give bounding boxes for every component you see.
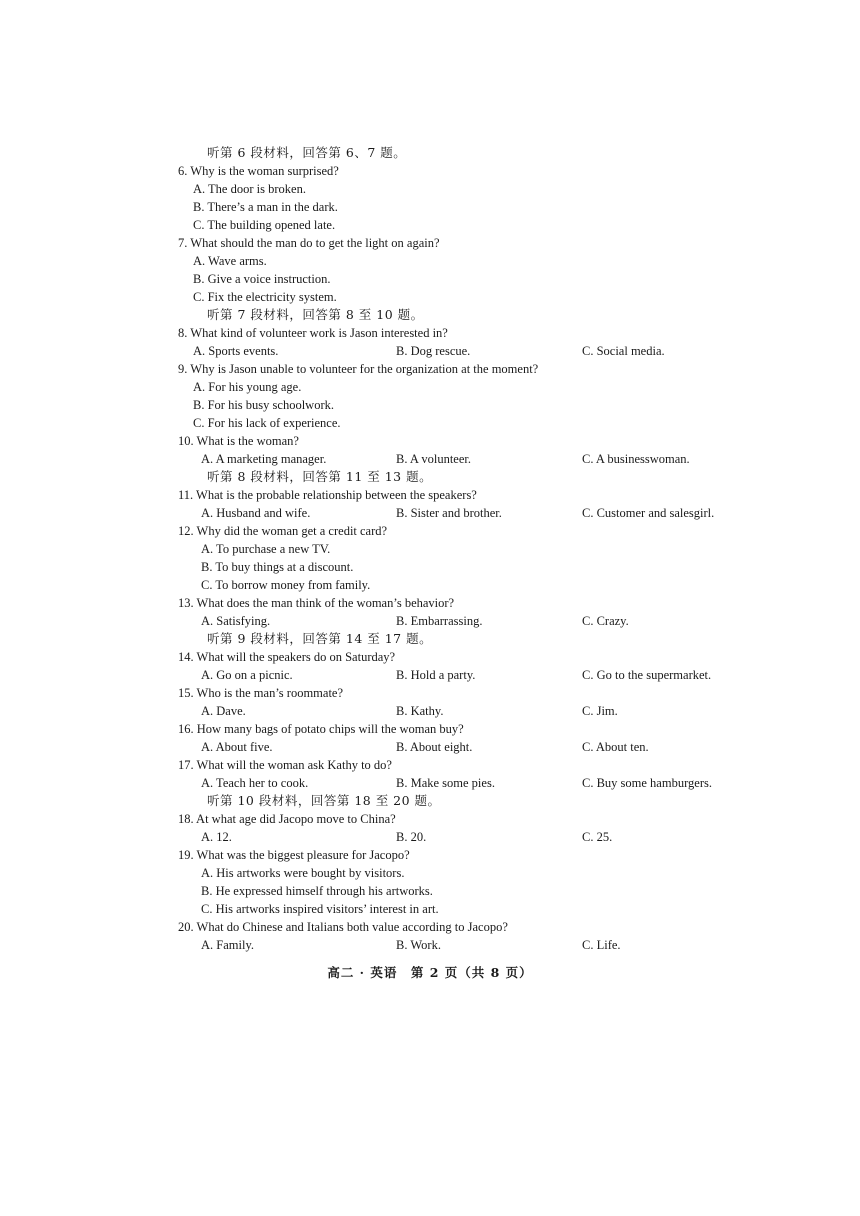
option-c: C. Go to the supermarket. [582,668,712,682]
option-b: B. Give a voice instruction. [193,272,331,286]
option-c: C. Customer and salesgirl. [582,506,715,520]
option-b: B. There’s a man in the dark. [193,200,338,214]
question-stem: 16. How many bags of potato chips will the woman buy? [178,722,464,736]
option-c: C. Jim. [582,704,618,718]
option-a: A. Wave arms. [193,254,267,268]
question-stem: 10. What is the woman? [178,434,299,448]
option-b: B. Hold a party. [396,668,476,682]
question-stem: 18. At what age did Jacopo move to China? [178,812,396,826]
question-stem: 20. What do Chinese and Italians both value according to Jacopo? [178,920,508,934]
question-stem: 13. What does the man think of the woman’s behavior? [178,596,455,610]
option-a: A. 12. [201,830,232,844]
question-stem: 12. Why did the woman get a credit card? [178,524,388,538]
option-c: C. For his lack of experience. [193,416,341,430]
option-c: C. Buy some hamburgers. [582,776,712,790]
option-c: C. Fix the electricity system. [193,290,337,304]
option-b: B. Embarrassing. [396,614,483,628]
question-stem: 9. Why is Jason unable to volunteer for the organization at the moment? [178,362,539,376]
option-a: A. To purchase a new TV. [201,542,331,556]
option-b: B. A volunteer. [396,452,471,466]
option-b: B. To buy things at a discount. [201,560,354,574]
option-b: B. Work. [396,938,441,952]
option-a: A. His artworks were bought by visitors. [201,866,405,880]
option-c: C. To borrow money from family. [201,578,371,592]
section-heading: 听第 9 段材料，回答第 14 至 17 题。 [207,631,433,646]
option-b: B. Dog rescue. [396,344,471,358]
option-b: B. 20. [396,830,427,844]
option-c: C. Social media. [582,344,665,358]
option-a: A. For his young age. [193,380,302,394]
option-a: A. Husband and wife. [201,506,311,520]
section-heading: 听第 8 段材料，回答第 11 至 13 题。 [207,469,433,484]
option-a: A. Teach her to cook. [201,776,309,790]
option-a: A. Family. [201,938,255,952]
question-stem: 11. What is the probable relationship between the speakers? [178,488,477,502]
option-b: B. For his busy schoolwork. [193,398,334,412]
option-a: A. Satisfying. [201,614,271,628]
option-b: B. He expressed himself through his artworks. [201,884,433,898]
option-c: C. 25. [582,830,613,844]
question-stem: 6. Why is the woman surprised? [178,164,339,178]
section-heading: 听第 6 段材料，回答第 6、7 题。 [207,145,407,160]
option-a: A. About five. [201,740,273,754]
option-a: A. A marketing manager. [201,452,327,466]
question-stem: 19. What was the biggest pleasure for Jacopo? [178,848,410,862]
option-b: B. Sister and brother. [396,506,502,520]
option-b: B. Kathy. [396,704,444,718]
option-b: B. Make some pies. [396,776,495,790]
option-c: C. About ten. [582,740,649,754]
question-stem: 14. What will the speakers do on Saturday? [178,650,396,664]
option-a: A. The door is broken. [193,182,306,196]
question-stem: 8. What kind of volunteer work is Jason interested in? [178,326,448,340]
option-c: C. Crazy. [582,614,629,628]
option-a: A. Go on a picnic. [201,668,293,682]
section-heading: 听第 10 段材料，回答第 18 至 20 题。 [207,793,441,808]
question-stem: 15. Who is the man’s roommate? [178,686,344,700]
option-c: C. The building opened late. [193,218,336,232]
option-a: A. Sports events. [193,344,279,358]
option-b: B. About eight. [396,740,473,754]
option-a: A. Dave. [201,704,246,718]
page-footer: 高二 · 英语 第 2 页（共 8 页） [327,965,533,980]
option-c: C. Life. [582,938,621,952]
section-heading: 听第 7 段材料，回答第 8 至 10 题。 [207,307,424,322]
question-stem: 7. What should the man do to get the light on again? [178,236,440,250]
option-c: C. His artworks inspired visitors’ interest in art. [201,902,439,916]
option-c: C. A businesswoman. [582,452,690,466]
question-stem: 17. What will the woman ask Kathy to do? [178,758,392,772]
